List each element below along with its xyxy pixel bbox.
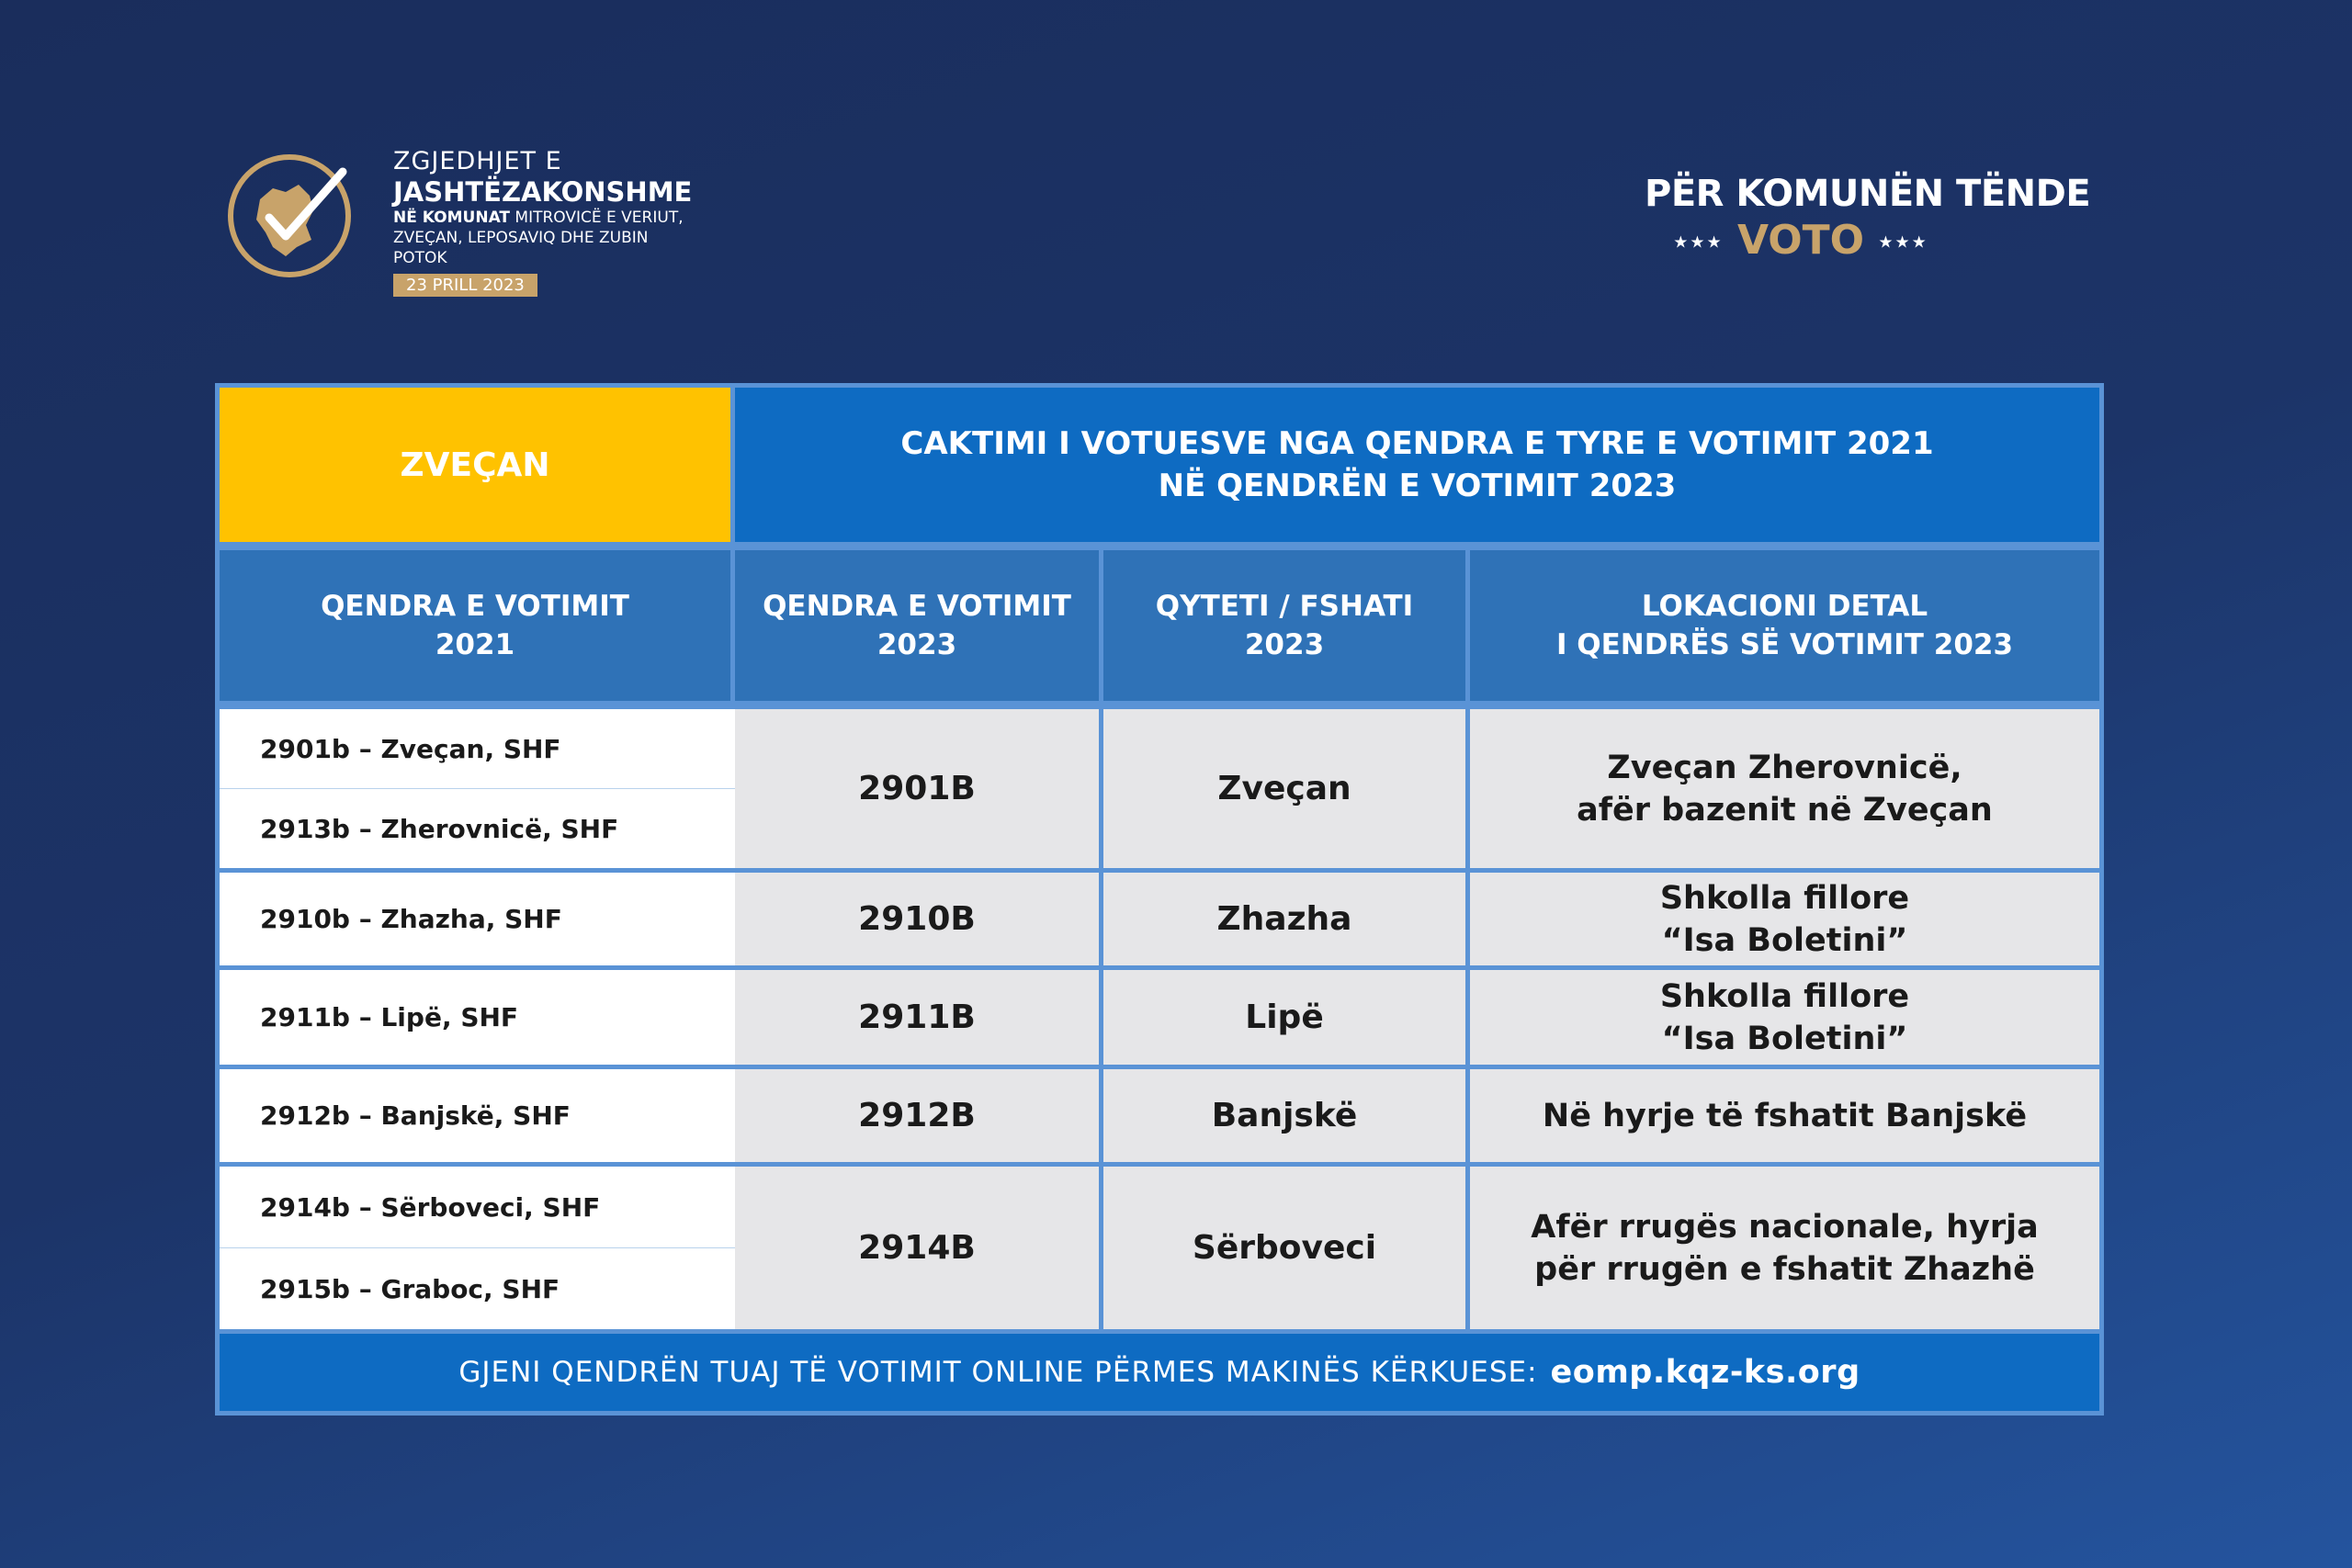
stars-left-icon: ★★★ [1673,232,1724,253]
table-row-place: Banjskë [1103,1069,1465,1162]
polling-center-table [215,383,2104,1416]
footer-link[interactable]: eomp.kqz-ks.org [1550,1354,1860,1391]
table-row-place: Zhazha [1103,873,1465,965]
table-row-old-center: 2910b – Zhazha, SHF [220,873,952,965]
table-row-place: Zveçan [1103,709,1465,868]
table-row-location: Shkolla fillore “Isa Boletini” [1470,873,2099,965]
slogan-voto [1645,217,1957,264]
table-row-old-center: 2915b – Graboc, SHF [220,1248,952,1329]
table-row-new-center: 2911B [735,970,1099,1065]
table-row-location: Zveçan Zherovnicë, afër bazenit në Zveçan [1470,709,2099,868]
table-row-old-center: 2901b – Zveçan, SHF [220,709,952,788]
logo-line3: NË KOMUNAT MITROVICË E VERIUT, [393,209,684,227]
table-row-old-center: 2914b – Sërboveci, SHF [220,1167,952,1247]
kosovo-check-emblem-icon [225,152,354,280]
election-logo [225,147,703,295]
logo-text [393,147,703,297]
slogan [1645,173,2091,264]
table-row-old-center: 2911b – Lipë, SHF [220,970,952,1065]
table-row-location: Në hyrje të fshatit Banjskë [1470,1069,2099,1162]
election-date-badge: 23 PRILL 2023 [393,274,537,297]
column-header-location: LOKACIONI DETAL I QENDRËS SË VOTIMIT 2023 [1470,550,2099,701]
table-footer [220,1334,2099,1411]
table-row-place: Sërboveci [1103,1167,1465,1329]
table-row-place: Lipë [1103,970,1465,1065]
stars-right-icon: ★★★ [1878,232,1928,253]
column-header-2021: QENDRA E VOTIMIT 2021 [220,550,730,701]
slogan-main: PËR KOMUNËN TËNDE [1645,173,2091,215]
column-header-city: QYTETI / FSHATI 2023 [1103,550,1465,701]
table-row-new-center: 2914B [735,1167,1099,1329]
column-header-2023: QENDRA E VOTIMIT 2023 [735,550,1099,701]
table-row-new-center: 2901B [735,709,1099,868]
municipality-header: ZVEÇAN [220,388,730,542]
table-row-old-center: 2913b – Zherovnicë, SHF [220,789,952,868]
logo-line1: ZGJEDHJET E [393,147,562,175]
footer-text: GJENI QENDRËN TUAJ TË VOTIMIT ONLINE PËRMES MAKINËS KËRKUESE: [458,1356,1538,1389]
logo-line4: ZVEÇAN, LEPOSAVIQ DHE ZUBIN POTOK [393,229,649,267]
logo-line2: JASHTËZAKONSHME [393,176,693,208]
table-row-new-center: 2912B [735,1069,1099,1162]
table-row-location: Shkolla fillore “Isa Boletini” [1470,970,2099,1065]
table-row-new-center: 2910B [735,873,1099,965]
table-title: CAKTIMI I VOTUESVE NGA QENDRA E TYRE E VOTIMIT 2021 NË QENDRËN E VOTIMIT 2023 [735,388,2099,542]
table-row-old-center: 2912b – Banjskë, SHF [220,1069,952,1162]
table-row-location: Afër rrugës nacionale, hyrja për rrugën e fshatit Zhazhë [1470,1167,2099,1329]
voto-word: VOTO [1736,217,1865,264]
